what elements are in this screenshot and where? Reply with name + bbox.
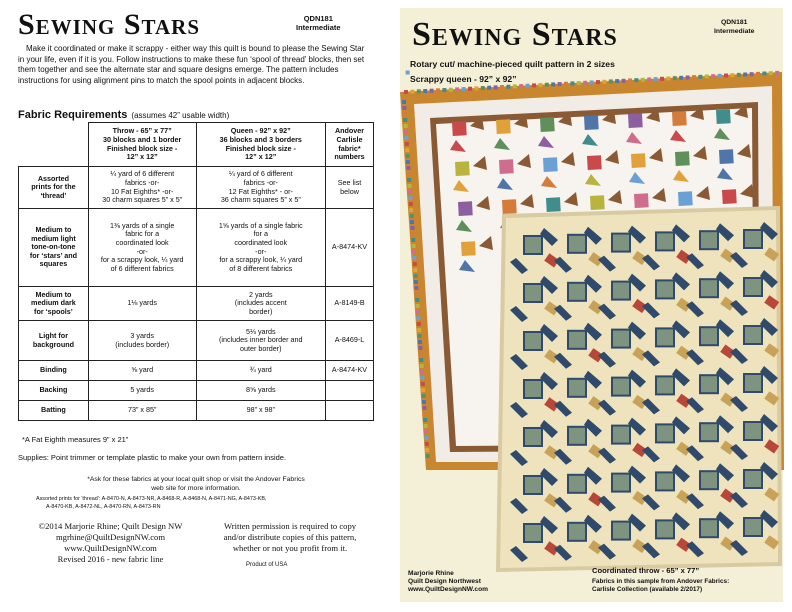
table-cell: See list below [326,167,374,209]
table-row [19,321,374,361]
row-label-cell: Batting [19,401,89,421]
queen-border-print [426,454,430,458]
queen-square [458,201,473,216]
throw-square-block [656,424,674,442]
table-row [19,361,374,381]
queen-border-print [416,316,420,320]
throw-square-block [524,380,542,398]
queen-border-print [415,292,419,296]
queen-border-print [641,78,645,82]
queen-square [678,191,693,206]
queen-border-print [409,208,413,212]
queen-border-print [737,73,741,77]
queen-border-print [481,86,485,90]
table-row [19,167,374,209]
table-header-row [19,123,374,167]
queen-border-print [474,86,478,90]
email-link[interactable]: mgrhine@QuiltDesignNW.com [55,532,166,542]
throw-square-block [568,475,586,493]
queen-border-print [526,84,530,88]
assorted-prints-list [36,495,366,511]
throw-square-block [744,422,762,440]
queen-border-print [679,76,683,80]
assorted-line: A-8470-KB, A-8472-NL, A-8470-RN, A-8473-RN [46,504,161,510]
throw-square-block [700,375,718,393]
queen-border-print [411,232,415,236]
copyright-block [18,521,203,565]
table-cell: 1⅝ yards of a single fabric for a coordinated look -or- for a scrappy look, ¼ yard of 8 different fabrics [196,209,326,287]
table-cell: 5⅓ yards (includes inner border and outer border) [196,321,326,361]
fabric-subheading: (assumes 42” usable width) [131,111,230,120]
queen-border-print [404,124,408,128]
throw-square-block [656,472,674,490]
queen-border-print [402,100,406,104]
queen-border-print [407,172,411,176]
queen-border-print [418,340,422,344]
queen-caption: Scrappy queen - 92” x 92” [410,74,517,84]
throw-square-block [744,470,762,488]
queen-border-print [711,74,715,78]
queen-border-print [513,84,517,88]
table-row [19,209,374,287]
queen-border-print [436,88,440,92]
queen-square [540,117,555,132]
throw-square-block [744,278,762,296]
table-row [19,381,374,401]
table-cell: A-8469-L [326,321,374,361]
throw-square-block [612,282,630,300]
throw-square-block [568,523,586,541]
queen-border-print [666,76,670,80]
throw-square-block [656,328,674,346]
queen-border-print [417,89,421,93]
throw-square-block [700,519,718,537]
table-cell [326,401,374,421]
throw-square-block [656,280,674,298]
queen-border-print [404,136,408,140]
queen-border-print [414,280,418,284]
cover-page [396,0,792,612]
queen-border-print [423,418,427,422]
queen-border-print [449,88,453,92]
queen-border-print [410,226,414,230]
table-cell: A-8474-KV [326,361,374,381]
cover-subtitle: Rotary cut/ machine-pieced quilt pattern in 2 sizes [410,59,615,69]
fabric-requirements-heading [18,109,229,121]
queen-border-print [420,370,424,374]
table-cell: ¾ yard [196,361,326,381]
table-header-cell: Queen - 92” x 92” 36 blocks and 3 borders Finished block size - 12” x 12” [196,123,326,167]
queen-square [631,153,646,168]
throw-square-block [656,232,674,250]
queen-border-print [418,334,422,338]
queen-border-print [590,80,594,84]
queen-border-print [421,388,425,392]
throw-square-block [612,522,630,540]
queen-square [590,195,605,210]
throw-square-block [568,427,586,445]
queen-border-print [487,86,491,90]
designer-credit [408,570,488,595]
queen-border-print [577,81,581,85]
queen-border-print [425,448,429,452]
throw-square-block [612,234,630,252]
throw-square-block [568,235,586,253]
queen-border-print [455,87,459,91]
queen-border-print [407,178,411,182]
queen-border-print [408,190,412,194]
throw-square-block [568,331,586,349]
queen-border-print [422,400,426,404]
throw-square-block [612,426,630,444]
queen-border-print [583,81,587,85]
queen-square [675,151,690,166]
queen-border-print [406,71,410,75]
queen-border-print [408,184,412,188]
queen-border-print [538,83,542,87]
queen-border-print [405,142,409,146]
fabrics-note-line: Fabrics in this sample from Andover Fabrics: [592,578,730,585]
ask-note [18,475,374,493]
queen-border-print [416,310,420,314]
queen-square [546,197,561,212]
table-cell [326,381,374,401]
throw-square-block [612,474,630,492]
queen-border-print [519,84,523,88]
table-header-cell [19,123,89,167]
queen-border-print [420,376,424,380]
queen-border-print [403,118,407,122]
throw-square-block [700,327,718,345]
queen-border-print [420,364,424,368]
queen-border-print [634,78,638,82]
queen-border-print [442,88,446,92]
queen-border-print [430,89,434,93]
queen-border-print [551,82,555,86]
queen-square [716,109,731,124]
permission-block [205,521,375,554]
queen-border-print [698,75,702,79]
cover-skill-level: Intermediate [714,28,755,35]
queen-border-print [422,394,426,398]
throw-square-block [524,428,542,446]
queen-border-print [762,72,766,76]
queen-border-print [609,79,613,83]
fabric-heading-text: Fabric Requirements [18,109,128,121]
queen-border-print [730,73,734,77]
queen-square [499,159,514,174]
queen-border-print [532,83,536,87]
table-cell: 98” x 98” [196,401,326,421]
throw-square-block [744,374,762,392]
throw-square-block [612,330,630,348]
queen-border-print [414,286,418,290]
throw-square-block [744,326,762,344]
queen-square [719,149,734,164]
row-label-cell: Light for background [19,321,89,361]
table-row [19,401,374,421]
queen-border-print [417,328,421,332]
queen-square [496,119,511,134]
intro-paragraph: Make it coordinated or make it scrappy - either way this quilt is bound to please the Sewing Star in your life, even if it is you. Follow instructions to make these fun ‘spool of thread’ blocks, then set them together and see the alternate star and square designs emerge. The pattern includes instructions for using alignment pins to match the spool points in adjacent blocks. [18,44,365,85]
queen-square [722,189,737,204]
permission-line: Written permission is required to copy [223,521,357,531]
throw-caption: Coordinated throw - 65” x 77” [592,566,700,575]
queen-border-print [628,78,632,82]
queen-border-print [416,304,420,308]
row-label-cell: Medium to medium light tone-on-tone for ‘stars’ and squares [19,209,89,287]
queen-border-print [406,166,410,170]
throw-square-block [524,284,542,302]
table-header-cell: Throw - 65” x 77” 30 blocks and 1 border Finished block size - 12” x 12” [88,123,196,167]
skill-level: Intermediate [296,23,341,32]
supplies-note: Supplies: Point trimmer or template plastic to make your own from pattern inside. [18,453,287,462]
throw-square-block [700,471,718,489]
cover-code-block [714,18,754,36]
queen-border-print [705,74,709,78]
revision-line: Revised 2016 - new fabric line [57,554,164,564]
queen-border-print [718,74,722,78]
table-cell: 2 yards (includes accent border) [196,287,326,321]
queen-border-print [410,214,414,218]
queen-border-print [570,81,574,85]
queen-border-print [564,82,568,86]
queen-border-print [404,90,408,94]
website-link[interactable]: www.QuiltDesignNW.com [64,543,157,553]
queen-border-print [692,75,696,79]
queen-border-print [419,352,423,356]
queen-border-print [545,83,549,87]
throw-square-block [700,423,718,441]
row-label-cell: Medium to medium dark for ‘spools’ [19,287,89,321]
fabrics-note [592,578,782,594]
queen-border-print [500,85,504,89]
table-cell: 5 yards [88,381,196,401]
queen-border-print [410,90,414,94]
queen-border-print [422,406,426,410]
table-cell: 73” x 85” [88,401,196,421]
cover-pattern-code: QDN181 [720,19,748,26]
queen-border-print [750,72,754,76]
table-cell: 1⅜ yards of a single fabric for a coordinated look -or- for a scrappy look, ¼ yard of 6 different fabrics [88,209,196,287]
table-cell: 3 yards (includes border) [88,321,196,361]
throw-square-block [524,236,542,254]
queen-border-print [418,346,422,350]
queen-border-print [403,112,407,116]
table-row [19,287,374,321]
throw-square-block [524,332,542,350]
queen-square [502,199,517,214]
queen-border-print [413,268,417,272]
throw-square-block [524,524,542,542]
queen-border-print [654,77,658,81]
permission-line: whether or not you profit from it. [232,543,348,553]
table-cell: A-8474-KV [326,209,374,287]
queen-border-print [596,80,600,84]
throw-square-block [744,518,762,536]
cover-title: Sewing Stars [412,16,618,53]
table-cell: 8⅝ yards [196,381,326,401]
table-cell: ¼ yard of 6 different fabrics -or- 10 Fat Eighths* -or- 30 charm squares 5” x 5” [88,167,196,209]
row-label-cell: Binding [19,361,89,381]
queen-border-print [647,77,651,81]
queen-border-print [408,196,412,200]
queen-square [587,155,602,170]
queen-border-print [412,250,416,254]
queen-border-print [417,322,421,326]
queen-border-print [660,77,664,81]
queen-border-print [424,430,428,434]
throw-square-block [568,283,586,301]
table-cell: A-8149-B [326,287,374,321]
quilt-photos [396,0,792,612]
throw-square-block [700,231,718,249]
queen-border-print [405,148,409,152]
queen-border-print [423,89,427,93]
row-label-cell: Assorted prints for the ‘thread’ [19,167,89,209]
pattern-code: QDN181 [303,14,333,23]
queen-border-print [413,262,417,266]
fabric-requirements-table [18,122,374,421]
queen-border-print [494,85,498,89]
fat-eighth-note: *A Fat Eighth measures 9” x 21” [22,435,129,444]
queen-border-print [402,106,406,110]
designer-name: Marjorie Rhine [408,570,454,577]
copyright-line: ©2014 Marjorie Rhine; Quilt Design NW [38,521,183,531]
queen-border-print [419,358,423,362]
queen-border-print [415,298,419,302]
designer-website[interactable]: www.QuiltDesignNW.com [408,586,488,594]
queen-border-print [424,424,428,428]
pattern-title: Sewing Stars [18,8,201,41]
table-header-cell: Andover Carlisle fabric* numbers [326,123,374,167]
queen-border-print [425,442,429,446]
throw-square-block [524,476,542,494]
queen-border-print [602,80,606,84]
throw-square-block [568,379,586,397]
ask-line: web site for more information. [151,485,241,492]
queen-square [628,113,643,128]
queen-border-print [410,220,414,224]
queen-border-print [412,244,416,248]
throw-square-block [700,279,718,297]
row-label-cell: Backing [19,381,89,401]
queen-square [672,111,687,126]
queen-square [452,121,467,136]
queen-border-print [406,160,410,164]
table-cell: 1⅛ yards [88,287,196,321]
assorted-line: Assorted prints for ‘thread’: A-8470-N, A-8473-NR, A-8468-R, A-8468-N, A-8471-NG, A-8473-KB, [36,496,267,502]
queen-border-print [673,76,677,80]
throw-square-block [744,230,762,248]
queen-square [455,161,470,176]
queen-border-print [424,436,428,440]
queen-border-print [406,154,410,158]
queen-border-print [423,412,427,416]
queen-border-print [743,73,747,77]
queen-square [634,193,649,208]
queen-square [543,157,558,172]
designer-company: Quilt Design Northwest [408,578,481,586]
queen-border-print [775,71,779,75]
queen-border-print [769,71,773,75]
left-page [0,0,392,612]
queen-border-print [404,130,408,134]
pattern-code-block [296,14,341,32]
queen-border-print [409,202,413,206]
queen-border-print [414,274,418,278]
queen-square [461,241,476,256]
table-cell: ¼ yard of 6 different fabrics -or- 12 Fat Eighths* - or- 36 charm squares 5” x 5” [196,167,326,209]
queen-border-print [421,382,425,386]
throw-square-block [656,376,674,394]
product-of-usa: Product of USA [246,562,288,568]
queen-square [584,115,599,130]
throw-square-block [612,378,630,396]
queen-border-print [412,256,416,260]
queen-border-print [558,82,562,86]
table-cell: ⅝ yard [88,361,196,381]
fabrics-note-line: Carlisle Collection (available 2/2017) [592,586,703,593]
ask-line: *Ask for these fabrics at your local quilt shop or visit the Andover Fabrics [87,476,305,483]
queen-border-print [462,87,466,91]
throw-square-block [656,520,674,538]
queen-border-print [506,85,510,89]
permission-line: and/or distribute copies of this pattern, [223,532,357,542]
queen-border-print [615,79,619,83]
queen-border-print [411,238,415,242]
queen-border-print [686,75,690,79]
queen-border-print [622,79,626,83]
queen-border-print [756,72,760,76]
queen-border-print [724,74,728,78]
queen-border-print [468,87,472,91]
